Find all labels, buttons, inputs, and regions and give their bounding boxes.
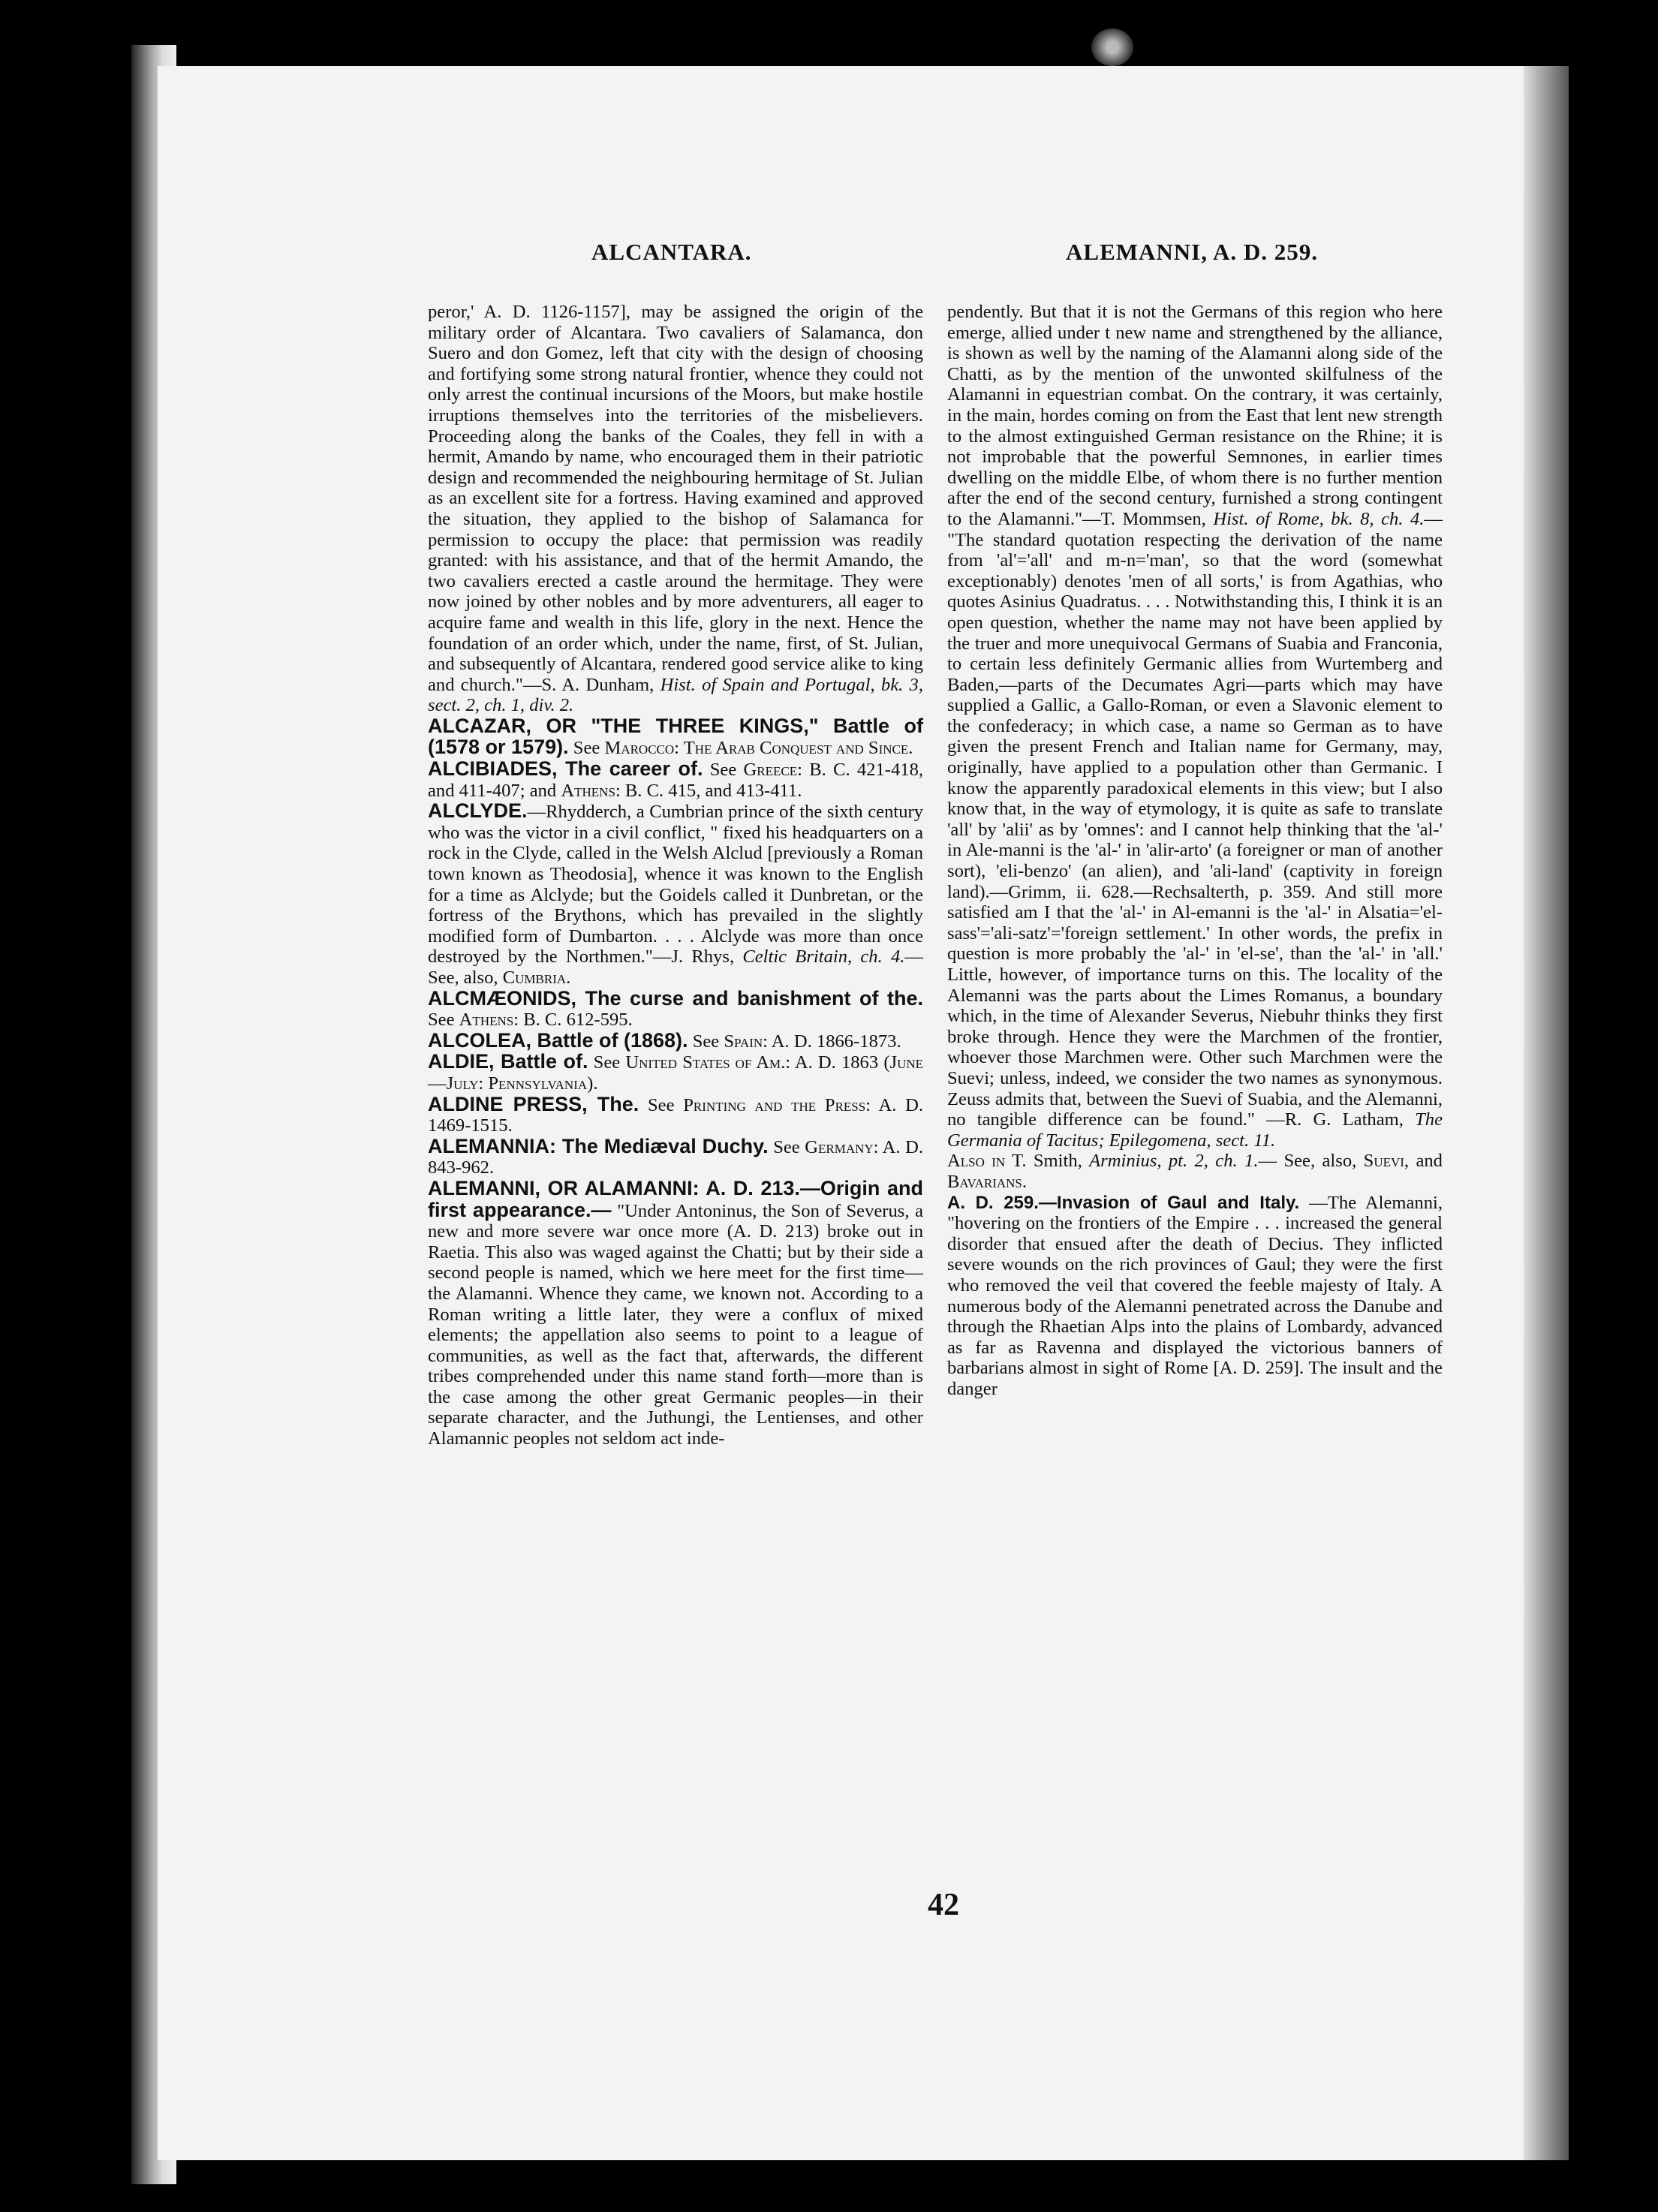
reference-dates: B. C. 612-595. xyxy=(523,1010,633,1031)
entry-alclyde xyxy=(428,801,923,988)
reference-dates: B. C. 421-418, and 411-407; and xyxy=(428,760,924,801)
paragraph-text: — "The standard quotation respecting the derivation of the name from 'al'='all' and m-n='man', so that the word (somewhat exceptionably) denotes 'men of all sorts,' is from Agathias, who quotes Asinius Quadratus. . . . Notwithstanding this, I think it is an open question, whether the name may not have been applied by the truer and more unequivocal Germans of Suabia and Franconia, to certain less definitely Germanic allies from Wurtemberg and Baden,—parts of the Decumates Agri—parts which may have supplied a Gallic, a Gallo-Roman, or even a Slavonic element to the confederacy; in which case, a name so German as to have given the present French and Italian name for Germany, may, originally, have applied to a population other than Germanic. I know the apparently paradoxical elements in this view; but I also know that, in the way of etymology, it is quite as safe to translate 'all' by 'alii' as by 'omnes': and I cannot help thinking that the 'al-' in Ale-manni is the 'al-' in 'alir-arto' (a foreigner or man of another sort), 'eli-benzo' (an alien), and 'ali-land' (captivity in foreign land).—Grimm, ii. 628.—Rechsalterth, p. 359. And still more satisfied am I that the 'al-' in Al-emanni is the 'al-' in Alsatia='el-sass'='ali-satz'='foreign settlement.' In other words, the prefix in question is more probably the 'al-' in 'el-se', than the 'al-' in 'all.' Little, however, of importance turns on this. The locality of the Alemanni was the parts about the Limes Romanus, a boundary which, in the time of Alexander Severus, Niebuhr thinks they first broke through. Hence they were the Marchmen of the frontier, whoever those Marchmen were. Other such Marchmen were the Suevi; unless, indeed, we consider the two names as synonymous. Zeuss admits that, between the Suevi of Suabia, and the Alemanni, no tangible difference can be found." —R. G. Latham, xyxy=(947,508,1443,1130)
see-label: See xyxy=(647,1094,675,1115)
cross-reference: Athens: xyxy=(459,1010,519,1031)
entry-alemannia xyxy=(428,1136,923,1178)
cross-reference: Spain: xyxy=(724,1031,768,1052)
reference-dates: B. C. 415, and 413-411. xyxy=(624,780,802,801)
citation: Hist. of Rome, bk. 8, ch. 4. xyxy=(1213,508,1425,529)
reference-dates: A. D. 1866-1873. xyxy=(771,1031,901,1052)
paragraph-text: pendently. But that it is not the Germans of this region who here emerge, allied under t new name and strengthened by the alliance, is shown as well by the naming of the Alamanni along side of the Chatti, as by the mention of the unwonted skilfulness of the Alamanni in equestrian combat. On the contrary, it was certainly, in the main, hordes coming on from the East that lent new strength to the almost extinguished German resistance on the Rhine; it is not improbable that the powerful Semnones, in earlier times dwelling on the middle Elbe, of whom there is no further mention after the end of the second century, furnished a strong contingent to the Alamanni."—T. Mommsen, xyxy=(947,302,1443,529)
paragraph-text: peror,' A. D. 1126-1157], may be assigned the origin of the military order of Alcantara. Two cavaliers of Salamanca, don Suero and don Gomez, left that city with the design of choosing and fortifying some strong natural frontier, whence they could not only arrest the continual incursions of the Moors, but make hostile irruptions themselves into the territories of the misbelievers. Proceeding along the banks of the Coales, they fell in with a hermit, Amando by name, who encouraged them in their patriotic design and recommended the neighbouring hermitage of St. Julian as an excellent site for a fortress. Having examined and approved the situation, they applied to the bishop of Salamanca for permission to occupy the place: that permission was readily granted: with his assistance, and that of the hermit Amando, the two cavaliers erected a castle around the hermitage. They were now joined by other nobles and by more adventurers, all eager to acquire fame and wealth in this life, glory in the next. Hence the foundation of an order which, under the name, first, of St. Julian, and subsequently of Alcantara, rendered good service alike to king and church."—S. A. Dunham, xyxy=(428,302,923,695)
reference-dates: A. D. 843-962. xyxy=(428,1136,924,1178)
entry-headword: ALCLYDE. xyxy=(428,799,528,823)
entry-headword: ALCOLEA, Battle of (1868). xyxy=(428,1028,688,1052)
entry-headword: ALDINE PRESS, The. xyxy=(428,1092,639,1115)
cross-reference: (June—July: Pennsylvania). xyxy=(428,1052,924,1094)
conjunction: and xyxy=(1416,1151,1443,1172)
running-head-left: ALCANTARA. xyxy=(591,239,752,265)
cross-reference: United States of Am.: xyxy=(625,1052,791,1073)
cross-reference: Suevi, xyxy=(1363,1151,1410,1172)
citation: Arminius, pt. 2, ch. 1. xyxy=(1089,1151,1259,1172)
cross-reference: Germany: xyxy=(805,1136,879,1157)
paragraph-text: —Rhydderch, a Cumbrian prince of the sixth century who was the victor in a civil conflict, " fixed his headquarters on a rock in the Clyde, called in the Welsh Alclud [previously a Roman town known as Theodosia], whence it was known to the English for a time as Alclyde; but the Goidels called it Dunbretan, or the fortress of the Brythons, which has prevailed in the slightly modified form of Dumbarton. . . . Alclyde was more than once destroyed by the Northmen."—J. Rhys, xyxy=(428,802,923,968)
see-label: See xyxy=(573,738,600,759)
citation: Celtic Britain, ch. 4. xyxy=(742,946,905,968)
see-also-label: — See, also, xyxy=(1258,1151,1357,1172)
entry-headword: ALDIE, Battle of. xyxy=(428,1050,588,1073)
entry-subheading: A. D. 259.—Invasion of Gaul and Italy. xyxy=(947,1192,1300,1213)
entry-alemanni xyxy=(428,1178,923,1449)
cross-reference: Marocco: The Arab Conquest and Since. xyxy=(604,738,913,759)
citation: Hist. of Spain and Portugal, bk. 3, sect. 2, ch. 1, div. 2. xyxy=(428,674,923,716)
cross-reference: Printing and the Press: xyxy=(683,1094,871,1115)
reference-author: T. Smith, xyxy=(1012,1151,1082,1172)
entry-alcazar xyxy=(428,716,923,759)
entry-alemanni-continued xyxy=(947,302,1443,1151)
see-label: See xyxy=(773,1136,800,1157)
entry-headword: ALCAZAR, OR "THE THREE KINGS," Battle of (1578 or 1579). xyxy=(428,714,923,759)
cross-reference: Greece: xyxy=(743,760,802,781)
entry-alcibiades xyxy=(428,759,923,801)
see-label: See xyxy=(709,760,737,781)
also-in-reference xyxy=(947,1151,1443,1192)
cross-reference: Bavarians. xyxy=(947,1171,1028,1192)
cross-reference: Cumbria. xyxy=(502,968,571,988)
cross-reference: Athens: xyxy=(561,780,621,801)
running-head-right: ALEMANNI, A. D. 259. xyxy=(1066,239,1319,265)
see-label: See xyxy=(593,1052,621,1073)
scan-artifact xyxy=(1091,29,1133,66)
citation: The Germania of Tacitus; Epilegomena, sect. 11. xyxy=(947,1109,1443,1151)
entry-aldine-press xyxy=(428,1094,923,1136)
see-also-label: —See, also, xyxy=(428,946,923,988)
left-column xyxy=(428,302,923,1449)
reference-dates: A. D. 1469-1515. xyxy=(428,1094,923,1136)
page-right-edge xyxy=(1524,66,1569,2160)
reference-dates: A. D. 1863 xyxy=(794,1052,879,1073)
entry-alcmaeonids xyxy=(428,986,923,1031)
entry-alcantara-continued xyxy=(428,302,923,716)
entry-alemanni-ad259 xyxy=(947,1193,1443,1400)
see-label: See xyxy=(428,1010,455,1031)
entry-headword: ALEMANNI, OR ALAMANNI: A. D. 213.—Origin and first appearance.— xyxy=(428,1176,923,1221)
entry-headword: ALCMÆONIDS, The curse and banishment of the. xyxy=(428,986,923,1010)
entry-headword: ALEMANNIA: The Mediæval Duchy. xyxy=(428,1134,769,1157)
right-column xyxy=(947,302,1443,1399)
paragraph-text: "Under Antoninus, the Son of Severus, a new and more severe war once more (A. D. 213) broke out in Raetia. This also was waged against the Chatti; but by their side a second people is named, which we here meet for the first time—the Alamanni. Whence they came, we known not. According to a Roman writing a little later, they were a conflux of mixed elements; the appellation also seems to point to a league of communities, as well as the fact that, afterwards, the different tribes comprehended under this name stand forth—more than is the case among the other great Germanic peoples—in their separate character, and the Juthungi, the Lentienses, and other Alamannic peoples not seldom act inde- xyxy=(428,1200,923,1449)
paragraph-text: —The Alemanni, "hovering on the frontiers of the Empire . . . increased the general disorder that ensued after the death of Decius. They inflicted severe wounds on the rich provinces of Gaul; they were the first who removed the veil that covered the feeble majesty of Italy. A numerous body of the Alemanni penetrated across the Danube and through the Rhaetian Alps into the plains of Lombardy, advanced as far as Ravenna and displayed the victorious banners of barbarians almost in sight of Rome [A. D. 259]. The insult and the danger xyxy=(947,1192,1443,1399)
also-in-label: Also in xyxy=(947,1151,1006,1172)
see-label: See xyxy=(692,1031,720,1052)
entry-aldie xyxy=(428,1052,923,1094)
page-number: 42 xyxy=(928,1888,959,1922)
entry-alcolea xyxy=(428,1028,923,1052)
entry-headword: ALCIBIADES, The career of. xyxy=(428,757,703,781)
